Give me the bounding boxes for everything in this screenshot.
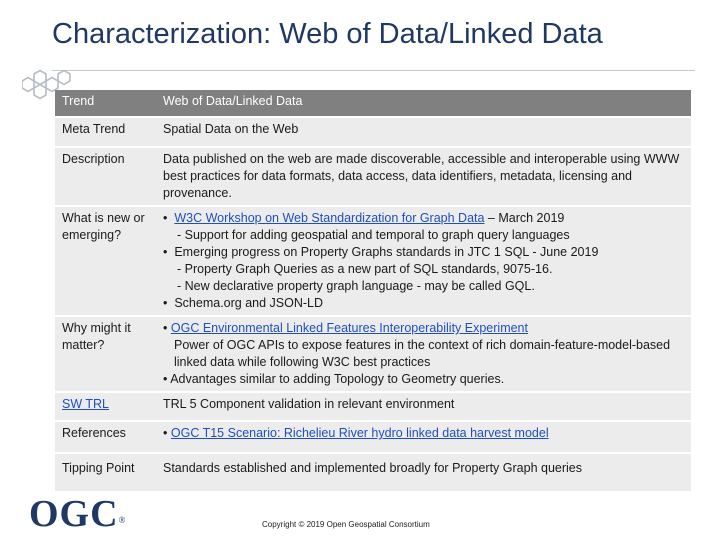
bullet-item — [163, 244, 684, 261]
why-matter-label: Why might it matter? — [55, 317, 156, 391]
tipping-point-label: Tipping Point — [55, 454, 156, 491]
bullet-text: Advantages similar to adding Topology to Geometry queries. — [170, 372, 505, 386]
table-row-description — [55, 148, 691, 205]
bullet-glyph: • — [163, 426, 168, 440]
header-key-cell: Trend — [55, 90, 156, 116]
ogc-elfie-link[interactable]: OGC Environmental Linked Features Interoperability Experiment — [170, 321, 528, 335]
sub-item: - Support for adding geospatial and temporal to graph query languages — [177, 228, 570, 242]
meta-trend-value: Spatial Data on the Web — [156, 118, 691, 146]
references-label: References — [55, 422, 156, 452]
tipping-point-value: Standards established and implemented broadly for Property Graph queries — [156, 454, 691, 491]
header-value-cell: Web of Data/Linked Data — [156, 90, 691, 116]
table-header-row — [55, 90, 691, 116]
bullet-text: – March 2019 — [484, 211, 565, 225]
ogc-logo — [29, 492, 126, 536]
sw-trl-label — [55, 393, 156, 420]
trend-table — [55, 88, 691, 493]
title-divider — [52, 70, 695, 71]
bullet-item — [163, 320, 684, 337]
sub-item: - New declarative property graph language - may be called GQL. — [177, 279, 535, 293]
bullet-text: Schema.org and JSON-LD — [174, 296, 324, 310]
registered-mark: ® — [118, 515, 127, 525]
description-label: Description — [55, 148, 156, 205]
meta-trend-label: Meta Trend — [55, 118, 156, 146]
table-row-references — [55, 422, 691, 452]
table-row-why-matter — [55, 317, 691, 391]
w3c-workshop-link[interactable]: W3C Workshop on Web Standardization for Graph Data — [174, 211, 485, 225]
sw-trl-value: TRL 5 Component validation in relevant environment — [156, 393, 691, 420]
new-emerging-label: What is new or emerging? — [55, 207, 156, 315]
why-matter-value — [156, 317, 691, 391]
bullet-glyph: • — [163, 245, 168, 259]
bullet-glyph: • — [163, 321, 168, 335]
sub-item: Power of OGC APIs to expose features in the context of rich domain-feature-model-based linked data while following W3C best practices — [174, 338, 671, 369]
bullet-text: Emerging progress on Property Graphs standards in JTC 1 SQL - June 2019 — [174, 245, 599, 259]
bullet-item — [163, 210, 684, 227]
bullet-glyph: • — [163, 372, 168, 386]
bullet-glyph: • — [163, 211, 168, 225]
table-row-tipping-point — [55, 454, 691, 491]
description-value: Data published on the web are made discoverable, accessible and interoperable using WWW best practices for data formats, data access, data identifiers, metadata, licensing and provenance. — [156, 148, 691, 205]
table-row-sw-trl — [55, 393, 691, 420]
logo-text: OGC — [29, 493, 119, 535]
sw-trl-link[interactable]: SW TRL — [62, 397, 109, 411]
table-row-new-emerging — [55, 207, 691, 315]
table-row-meta-trend — [55, 118, 691, 146]
ogc-t15-scenario-link[interactable]: OGC T15 Scenario: Richelieu River hydro linked data harvest model — [170, 426, 549, 440]
bullet-glyph: • — [163, 296, 168, 310]
bullet-item — [163, 295, 684, 312]
bullet-item — [163, 371, 684, 388]
sub-item: - Property Graph Queries as a new part of SQL standards, 9075-16. — [177, 262, 553, 276]
copyright-text: Copyright © 2019 Open Geospatial Consortium — [262, 520, 430, 529]
references-value — [156, 422, 691, 452]
new-emerging-value — [156, 207, 691, 315]
slide-title: Characterization: Web of Data/Linked Data — [52, 18, 603, 50]
